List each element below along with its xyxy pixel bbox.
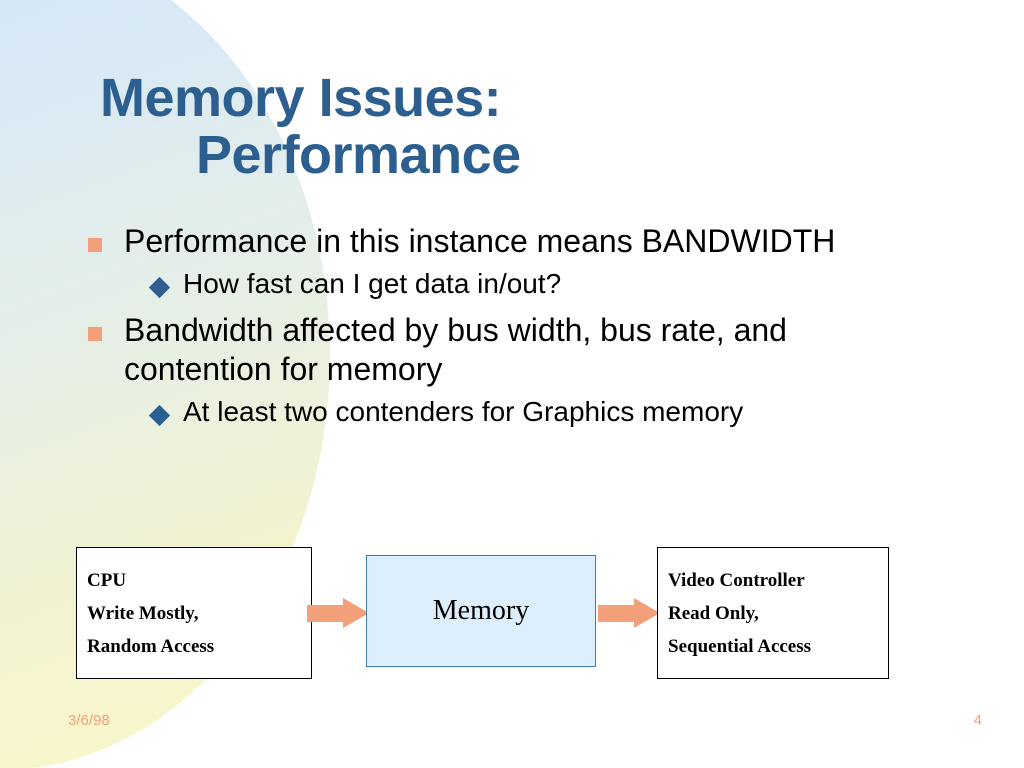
cpu-box — [76, 547, 312, 679]
memory-flow-diagram — [0, 543, 1024, 683]
memory-box-label: Memory — [432, 595, 530, 626]
footer-page-number: 4 — [973, 712, 982, 729]
list-item — [152, 395, 968, 429]
bullet-text: Performance in this instance means BANDWIDTH — [124, 223, 836, 259]
bullet-list — [88, 222, 968, 438]
video-controller-box — [657, 547, 889, 679]
memory-box — [366, 555, 596, 667]
video-box-line-1: Video Controller — [668, 569, 805, 591]
cpu-box-line-2: Write Mostly, — [87, 602, 199, 624]
title-line-1: Memory Issues: — [100, 68, 502, 128]
list-item — [88, 222, 968, 261]
square-bullet-icon — [88, 327, 102, 341]
title-line-2: Performance — [196, 124, 521, 185]
list-item — [88, 311, 968, 389]
video-box-line-3: Sequential Access — [668, 635, 812, 657]
video-box-line-2: Read Only, — [668, 602, 759, 624]
bullet-text: At least two contenders for Graphics memory — [183, 395, 744, 427]
bullet-text: How fast can I get data in/out? — [183, 268, 562, 300]
square-bullet-icon — [88, 238, 102, 252]
arrow-right-icon — [307, 598, 369, 628]
diamond-bullet-icon — [149, 277, 170, 298]
diamond-bullet-icon — [149, 405, 170, 426]
arrow-shaft — [307, 605, 345, 622]
page-title — [100, 70, 900, 183]
cpu-box-line-3: Random Access — [87, 635, 215, 657]
arrow-shaft — [598, 605, 636, 622]
footer-date: 3/6/98 — [68, 712, 110, 729]
list-item — [152, 267, 968, 301]
bullet-text: Bandwidth affected by bus width, bus rate, and contention for memory — [124, 311, 787, 387]
cpu-box-line-1: CPU — [87, 569, 127, 591]
arrow-right-icon — [598, 598, 660, 628]
